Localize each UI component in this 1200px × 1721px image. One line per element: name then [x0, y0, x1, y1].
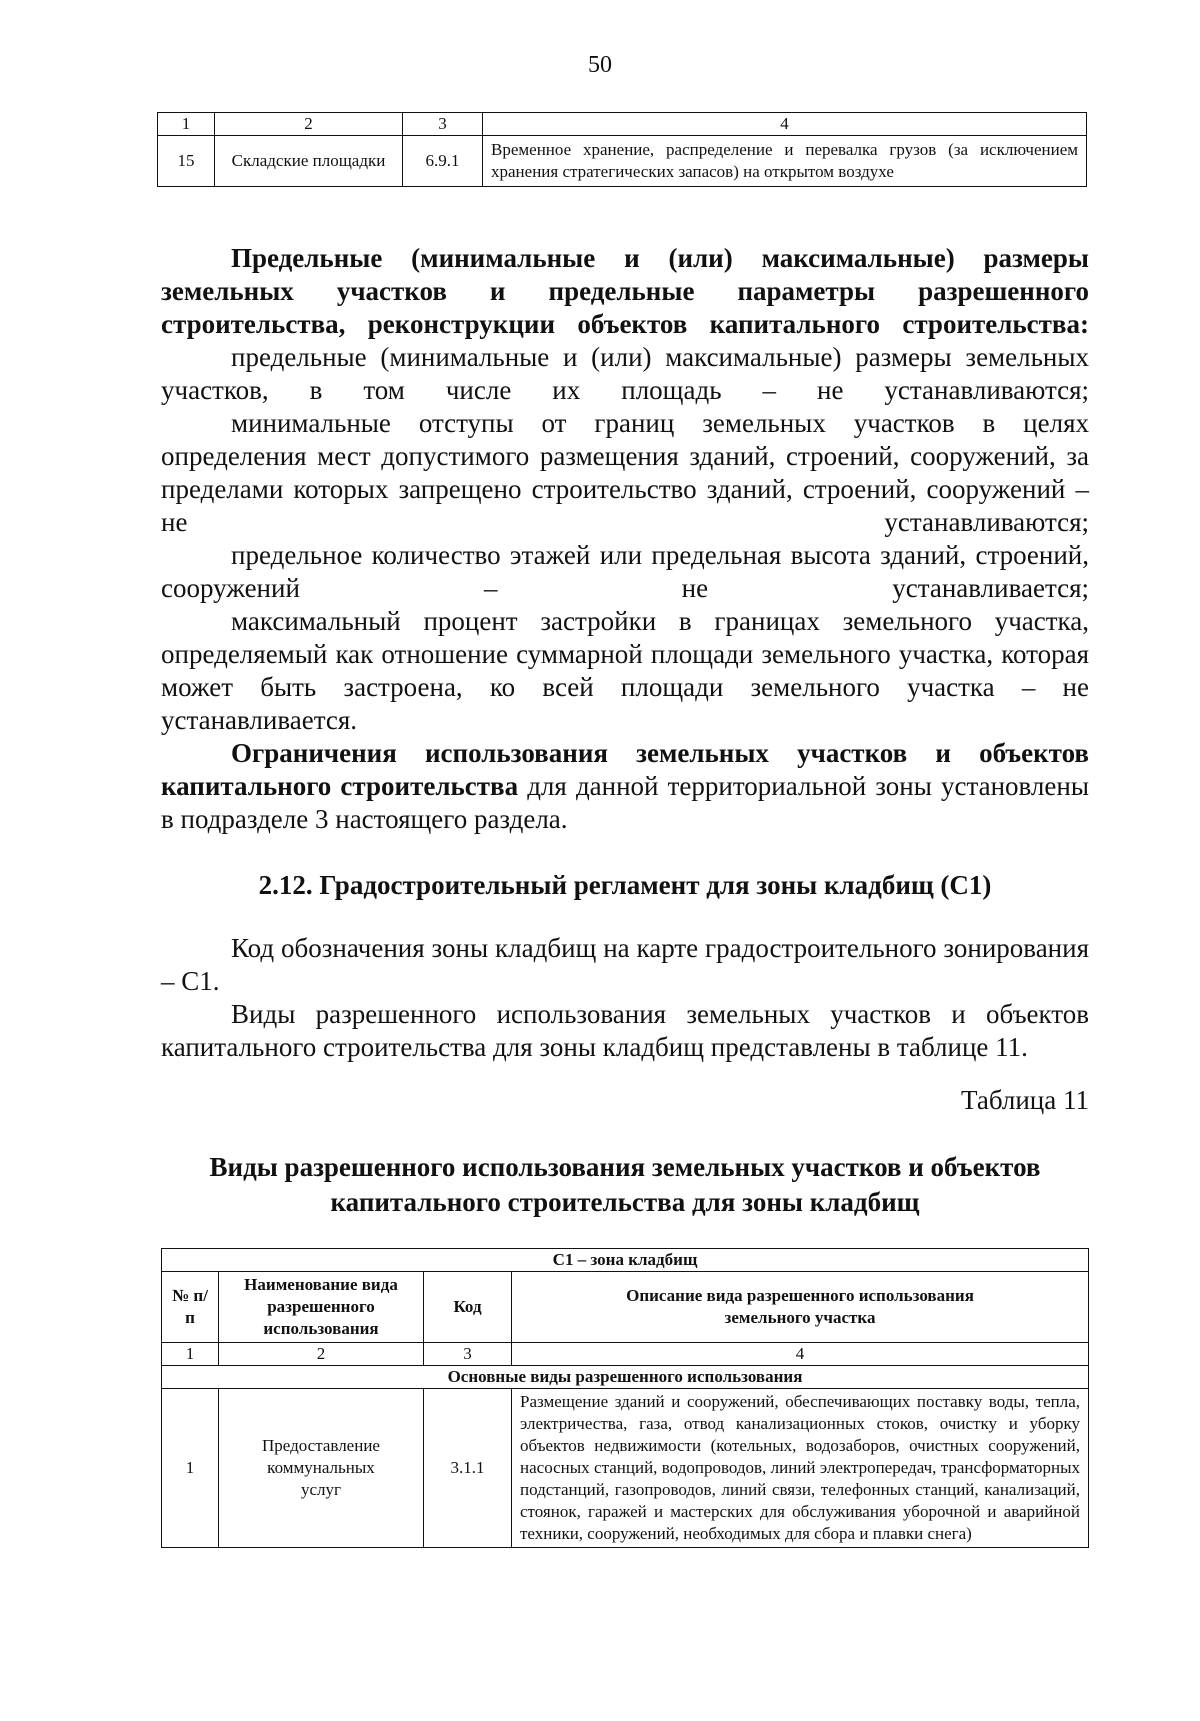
table-label: Таблица 11 — [961, 1085, 1089, 1115]
col-number: 1 — [158, 113, 215, 136]
continuation-table — [157, 112, 1087, 187]
table-col-numbers-row — [162, 1343, 1089, 1366]
group-header: Основные виды разрешенного использования — [162, 1366, 1089, 1389]
zone-header-row — [162, 1249, 1089, 1272]
parameter-item: предельное количество этажей или предельная высота зданий, строений, сооружений – не устанавливается; — [161, 540, 1089, 603]
col-number: 2 — [219, 1343, 424, 1366]
table-title-line: Виды разрешенного использования земельных участков и объектов — [209, 1152, 1041, 1182]
table-col-numbers-row — [158, 113, 1087, 136]
restrictions-bold: Ограничения использования земельных участков и объектов капитального строительства — [161, 738, 1089, 801]
col-number: 1 — [162, 1343, 219, 1366]
header-name: Наименование вида разрешенного использования — [219, 1272, 424, 1343]
zone-description — [161, 932, 1089, 1064]
zone-uses-paragraph: Виды разрешенного использования земельных участков и объектов капитального строительства для зоны кладбищ представлены в таблице 11. — [161, 999, 1089, 1062]
section-heading: 2.12. Градостроительный регламент для зоны кладбищ (С1) — [258, 870, 992, 900]
col-number: 3 — [403, 113, 483, 136]
zone-code-paragraph: Код обозначения зоны кладбищ на карте градостроительного зонирования – С1. — [161, 933, 1089, 996]
col-number: 4 — [483, 113, 1087, 136]
zone-header: С1 – зона кладбищ — [162, 1249, 1089, 1272]
header-code: Код — [424, 1272, 512, 1343]
group-header-row — [162, 1366, 1089, 1389]
col-number: 3 — [424, 1343, 512, 1366]
table-row — [158, 136, 1087, 187]
header-description: Описание вида разрешенного использования земельного участка — [512, 1272, 1089, 1343]
permitted-uses-table — [161, 1248, 1089, 1548]
restrictions-rest: для данной территориальной зоны установлены в подразделе 3 настоящего раздела. — [161, 771, 1089, 834]
col-number: 2 — [215, 113, 403, 136]
header-num: № п/п — [162, 1272, 219, 1343]
row-number: 1 — [162, 1389, 219, 1548]
parameters-heading: Предельные (минимальные и (или) максимальные) размеры земельных участков и предельные параметры разрешенного строительства, реконструкции объектов капитального строительства: — [161, 243, 1089, 339]
row-description: Размещение зданий и сооружений, обеспечивающих поставку воды, тепла, электричества, газа, отвод канализационных стоков, очистку и уборку объектов недвижимости (котельных, водозаборов, очистных сооружений, насосных станций, водопроводов, линий электропередач, трансформаторных подстанций, газопроводов, линий связи, телефонных станций, канализаций, стоянок, гаражей и мастерских для обслуживания уборочной и аварийной техники, сооружений, необходимых для сбора и плавки снега) — [512, 1389, 1089, 1548]
row-code: 6.9.1 — [403, 136, 483, 187]
restrictions-paragraph — [161, 737, 1089, 836]
row-description: Временное хранение, распределение и перевалка грузов (за исключением хранения стратегических запасов) на открытом воздухе — [483, 136, 1087, 187]
row-number: 15 — [158, 136, 215, 187]
page-number: 50 — [588, 52, 612, 78]
column-headers-row — [162, 1272, 1089, 1343]
col-number: 4 — [512, 1343, 1089, 1366]
table-title-line: капитального строительства для зоны кладбищ — [330, 1187, 920, 1217]
parameter-item: предельные (минимальные и (или) максимальные) размеры земельных участков, в том числе их площадь – не устанавливаются; — [161, 342, 1089, 405]
table-row — [162, 1389, 1089, 1548]
table-title — [161, 1150, 1089, 1220]
parameter-item: минимальные отступы от границ земельных участков в целях определения мест допустимого размещения зданий, строений, сооружений, за пределами которых запрещено строительство зданий, строений, сооружений – не устанавливаются; — [161, 408, 1089, 537]
row-code: 3.1.1 — [424, 1389, 512, 1548]
row-name: Складские площадки — [215, 136, 403, 187]
parameter-item: максимальный процент застройки в границах земельного участка, определяемый как отношение суммарной площади земельного участка, которая может быть застроена, ко всей площади земельного участка – не устанавливается. — [161, 606, 1089, 735]
parameters-section — [161, 242, 1089, 836]
row-name: Предоставление коммунальных услуг — [219, 1389, 424, 1548]
